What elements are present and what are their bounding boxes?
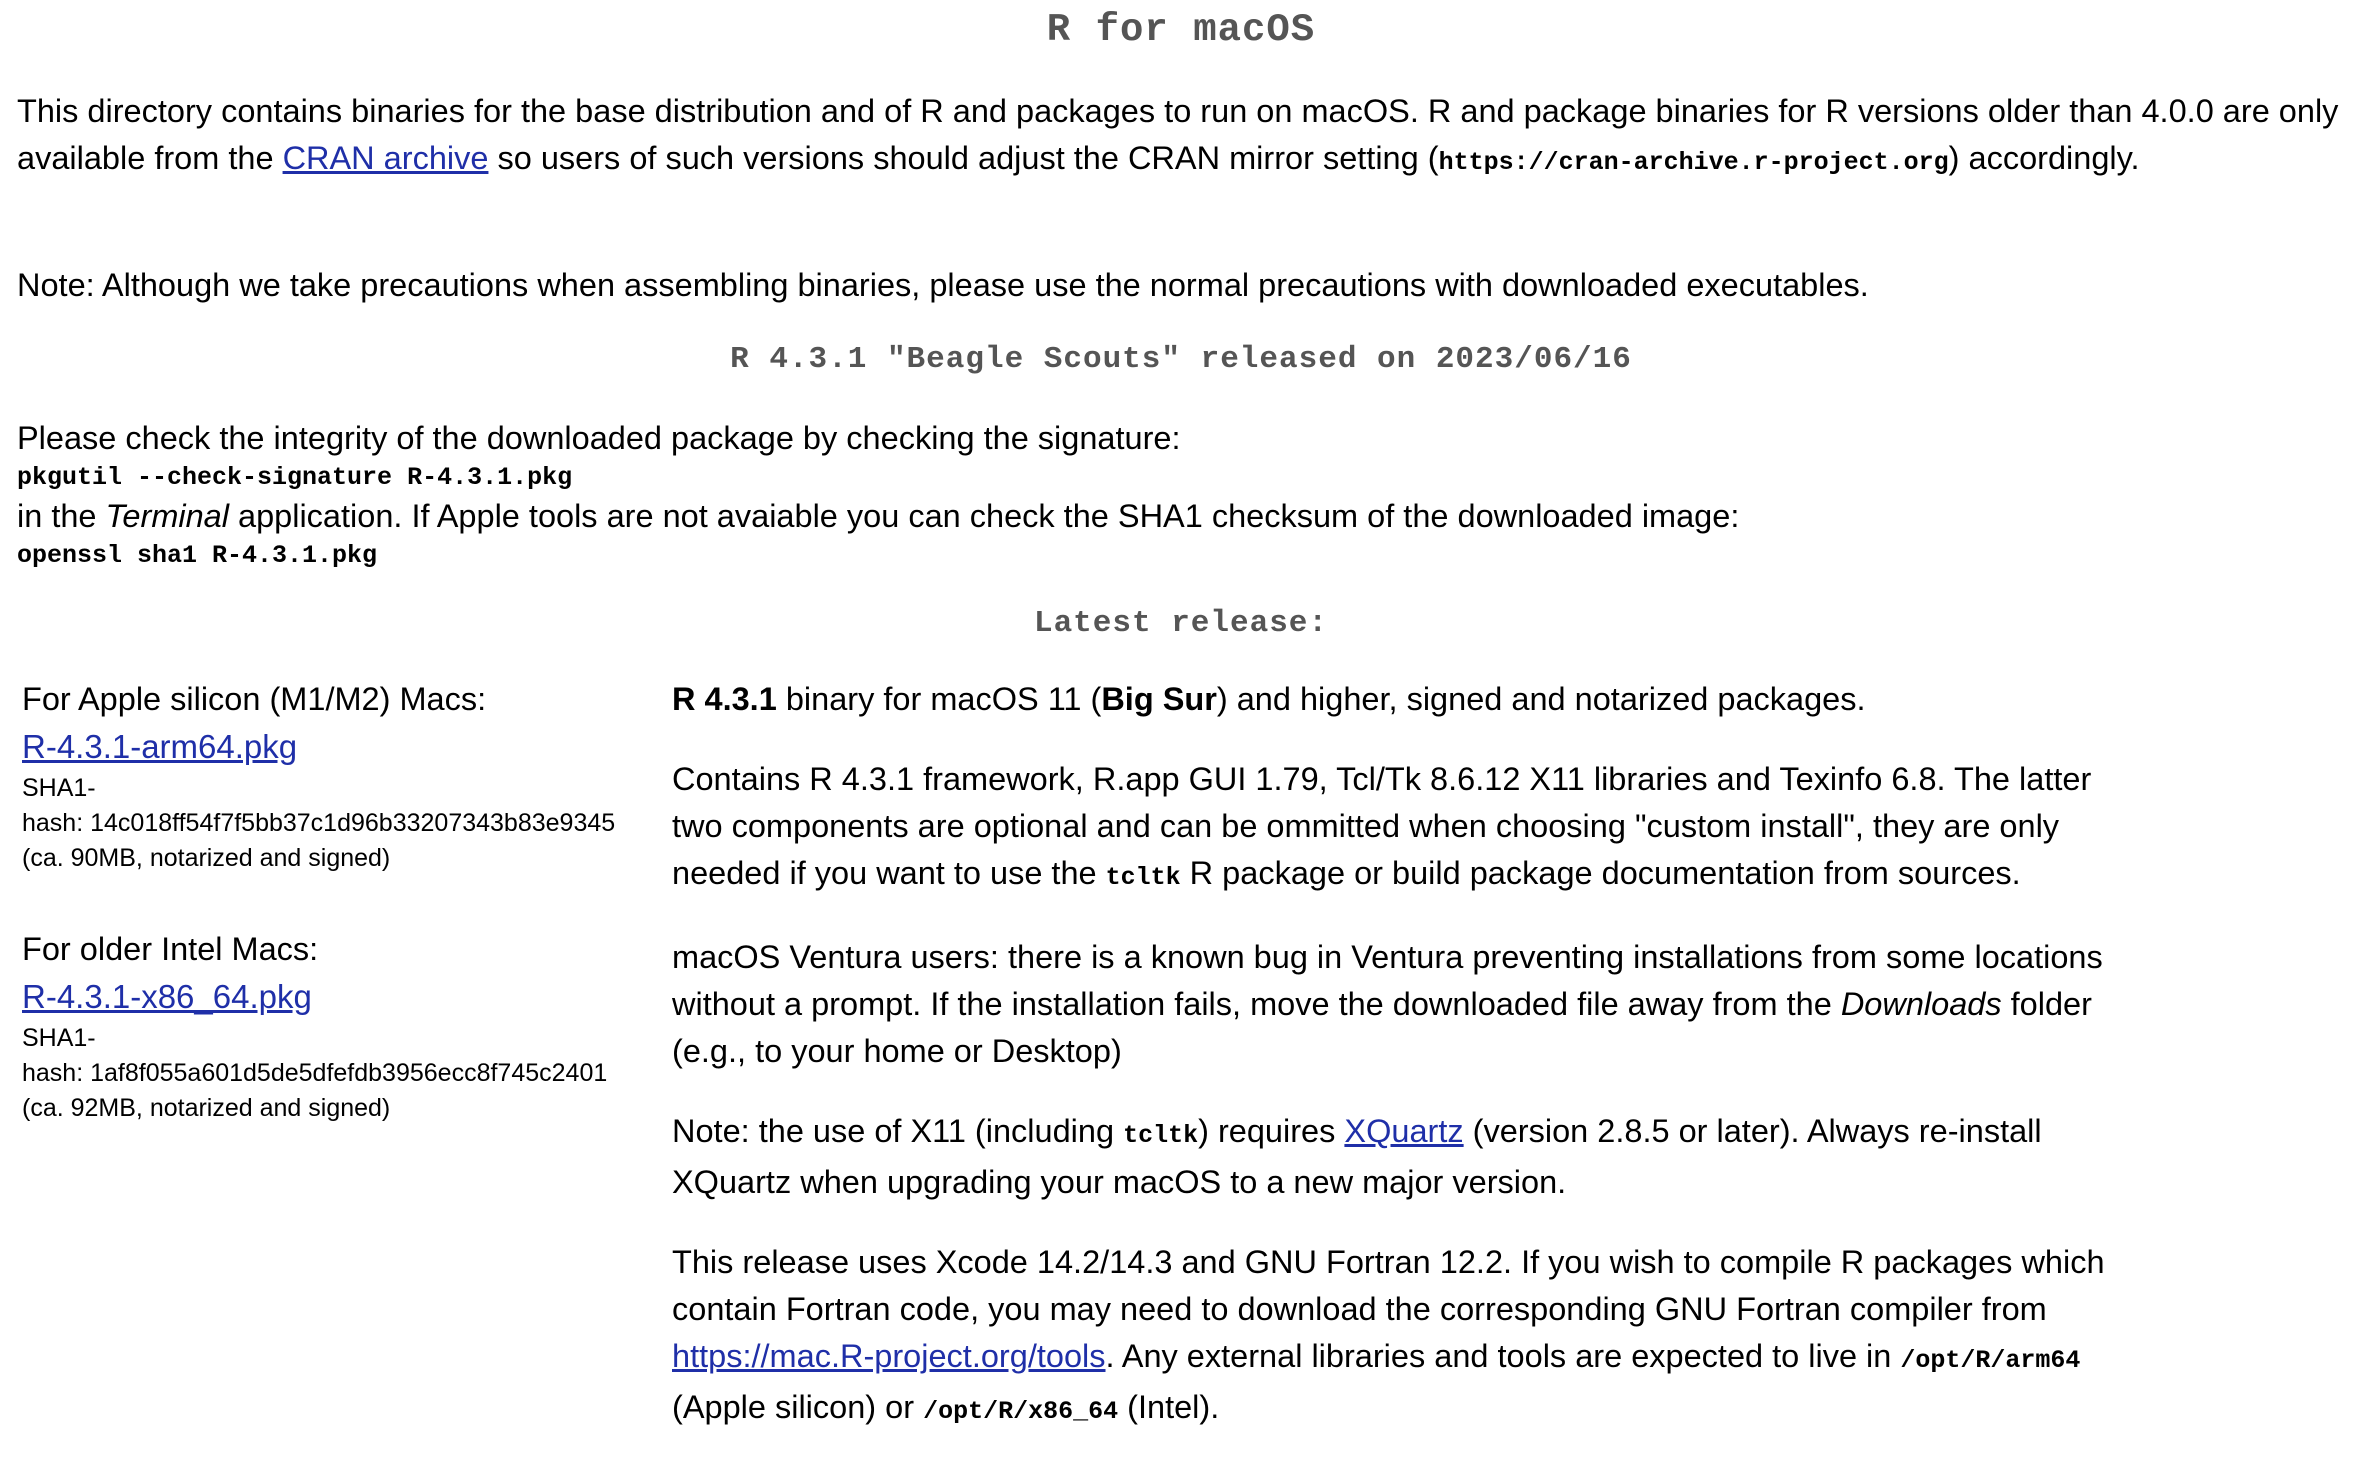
package-size: (ca. 92MB, notarized and signed): [22, 1094, 391, 1122]
archive-url: https://cran-archive.r-project.org: [1438, 148, 1949, 177]
arm64-path: /opt/R/arm64: [1900, 1346, 2081, 1375]
ventura-text-b: folder (e.g., to your home or Desktop): [672, 986, 2092, 1069]
contents-text-a: Contains R 4.3.1 framework, R.app GUI 1.79, Tcl/Tk 8.6.12 X11 libraries and Texinfo 6.8. The latter two components are optional and can be ommitted when choosing "custom install", they are only needed if you want to use the: [672, 761, 2092, 891]
xcode-note: [672, 1239, 2142, 1435]
xcode-text-c: (Apple silicon) or: [672, 1389, 924, 1425]
arm64-pkg-link[interactable]: R-4.3.1-arm64.pkg: [22, 728, 298, 765]
terminal-word: Terminal: [105, 498, 229, 534]
binary-description: [672, 676, 2142, 723]
cran-archive-link[interactable]: CRAN archive: [282, 140, 489, 176]
integrity-text: Please check the integrity of the downloaded package by checking the signature:: [17, 420, 1181, 456]
version-label: R 4.3.1: [672, 681, 777, 717]
xquartz-link[interactable]: XQuartz: [1344, 1113, 1464, 1149]
xcode-text-d: (Intel).: [1118, 1389, 1220, 1425]
intro-text-3: ) accordingly.: [1948, 140, 2140, 176]
binary-text-b: ) and higher, signed and notarized packages.: [1216, 681, 1866, 717]
intro-text-2: so users of such versions should adjust the CRAN mirror setting (: [488, 140, 1439, 176]
terminal-text-a: in the: [17, 498, 106, 534]
downloads-column: [22, 676, 662, 1126]
contents-text-b: R package or build package documentation from sources.: [1180, 855, 2021, 891]
x11-note: [672, 1108, 2142, 1206]
x11-text-c: (version 2.8.5 or later). Always re-install XQuartz when upgrading your macOS to a new major version.: [672, 1113, 2042, 1200]
x11-text-a: Note: the use of X11 (including: [672, 1113, 1124, 1149]
binary-text-a: binary for macOS 11 (: [776, 681, 1102, 717]
download-title: For Apple silicon (M1/M2) Macs:: [22, 681, 487, 717]
package-size: (ca. 90MB, notarized and signed): [22, 844, 391, 872]
contents-description: [672, 756, 2142, 901]
tcltk-code: tcltk: [1123, 1121, 1199, 1150]
sha1-hash: hash: 14c018ff54f7f5bb37c1d96b33207343b83e9345: [22, 809, 616, 837]
x86-path: /opt/R/x86_64: [923, 1397, 1119, 1426]
release-heading: R 4.3.1 "Beagle Scouts" released on 2023/06/16: [730, 342, 1632, 377]
xcode-text-b: . Any external libraries and tools are expected to live in: [1105, 1338, 1901, 1374]
terminal-text-b: application. If Apple tools are not avaiable you can check the SHA1 checksum of the downloaded image:: [228, 498, 1740, 534]
xcode-text-a: This release uses Xcode 14.2/14.3 and GNU Fortran 12.2. If you wish to compile R packages which contain Fortran code, you may need to download the corresponding GNU Fortran compiler from: [672, 1244, 2105, 1327]
big-sur-label: Big Sur: [1101, 681, 1217, 717]
page-title: R for macOS: [1046, 8, 1316, 52]
x86-pkg-link[interactable]: R-4.3.1-x86_64.pkg: [22, 978, 312, 1015]
downloads-folder: Downloads: [1840, 986, 2002, 1022]
sha1-label: SHA1-: [22, 1024, 96, 1052]
ventura-text-a: macOS Ventura users: there is a known bug in Ventura preventing installations from some locations without a prompt. If the installation fails, move the downloaded file away from the: [672, 939, 2103, 1022]
download-title: For older Intel Macs:: [22, 931, 319, 967]
sha1-hash: hash: 1af8f055a601d5de5dfefdb3956ecc8f745c2401: [22, 1059, 608, 1087]
sha1-label: SHA1-: [22, 774, 96, 802]
ventura-note: [672, 934, 2142, 1075]
precautions-note: Note: Although we take precautions when assembling binaries, please use the normal precautions with downloaded executables.: [17, 267, 1869, 303]
terminal-text: [17, 493, 2347, 540]
latest-release-heading: Latest release:: [1033, 606, 1329, 641]
x11-text-b: ) requires: [1198, 1113, 1345, 1149]
download-x86: [22, 926, 662, 1126]
intro-text-1: This directory contains binaries for the base distribution and of R and packages to run on macOS. R and package binaries for R versions older than 4.0.0 are only available from the: [17, 93, 2339, 176]
intro-paragraph: [17, 88, 2347, 186]
download-arm64: [22, 676, 662, 876]
sha1-command: openssl sha1 R-4.3.1.pkg: [17, 541, 378, 570]
tcltk-code: tcltk: [1105, 863, 1181, 892]
signature-command: pkgutil --check-signature R-4.3.1.pkg: [17, 463, 573, 492]
tools-link[interactable]: https://mac.R-project.org/tools: [672, 1338, 1106, 1374]
release-details: [672, 676, 2142, 1468]
